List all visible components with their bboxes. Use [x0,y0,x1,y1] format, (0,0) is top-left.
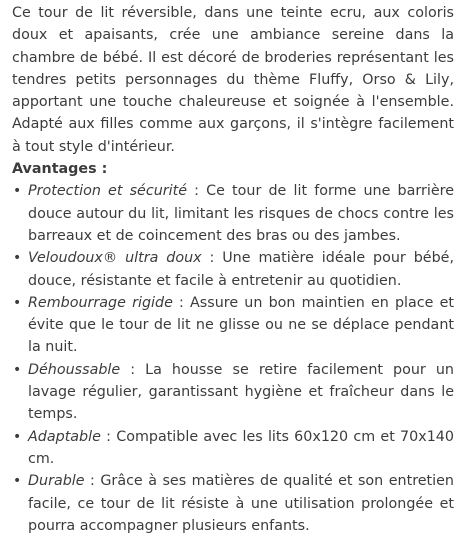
advantage-item [12,180,454,247]
advantage-item [12,470,454,537]
advantage-text: : Assure un bon maintien en place et évite que le tour de lit ne glisse ou ne se déplace pendant la nuit. [28,294,454,356]
bullet-icon: • [13,183,22,200]
advantage-text: : Compatible avec les lits 60x120 cm et 70x140 cm. [28,428,454,467]
advantage-text: : La housse se retire facilement pour un lavage régulier, garantissant hygiène et fraîcheur dans le temps. [28,361,454,423]
bullet-icon: • [13,294,22,311]
advantage-term: Durable [28,473,85,490]
bullet-icon: • [13,428,22,445]
advantages-heading: Avantages : [12,161,108,178]
advantage-item [12,426,454,471]
bullet-icon: • [13,473,22,490]
description-paragraph: Ce tour de lit réversible, dans une teinte ecru, aux coloris doux et apaisants, crée une ambiance sereine dans la chambre de bébé. Il est décoré de broderies représentant les tendres petits personnages du thème Fluffy, Orso & Lily, apportant une touche chaleureuse et soignée à l'ensemble. Adapté aux filles comme aux garçons, il s'intègre facilement à tout style d'intérieur. [12,5,454,155]
bullet-icon: • [13,250,22,267]
advantage-term: Veloudoux® ultra doux [28,250,202,267]
advantage-item [12,359,454,426]
advantage-item [12,247,454,292]
advantage-term: Déhoussable [28,361,121,378]
advantage-term: Protection et sécurité [28,183,188,200]
advantage-text: : Grâce à ses matières de qualité et son entretien facile, ce tour de lit résiste à une utilisation prolongée et pourra accompagner plusieurs enfants. [28,473,454,534]
advantages-list [12,180,454,537]
advantage-term: Rembourrage rigide [28,294,173,311]
advantage-text: : Une matière idéale pour bébé, douce, résistante et facile à entretenir au quotidien. [28,250,454,289]
bullet-icon: • [13,361,22,378]
advantage-item [12,292,454,359]
advantage-term: Adaptable [28,428,101,445]
advantage-text: : Ce tour de lit forme une barrière douce autour du lit, limitant les risques de chocs contre les barreaux et de coincement des bras ou des jambes. [28,183,454,244]
